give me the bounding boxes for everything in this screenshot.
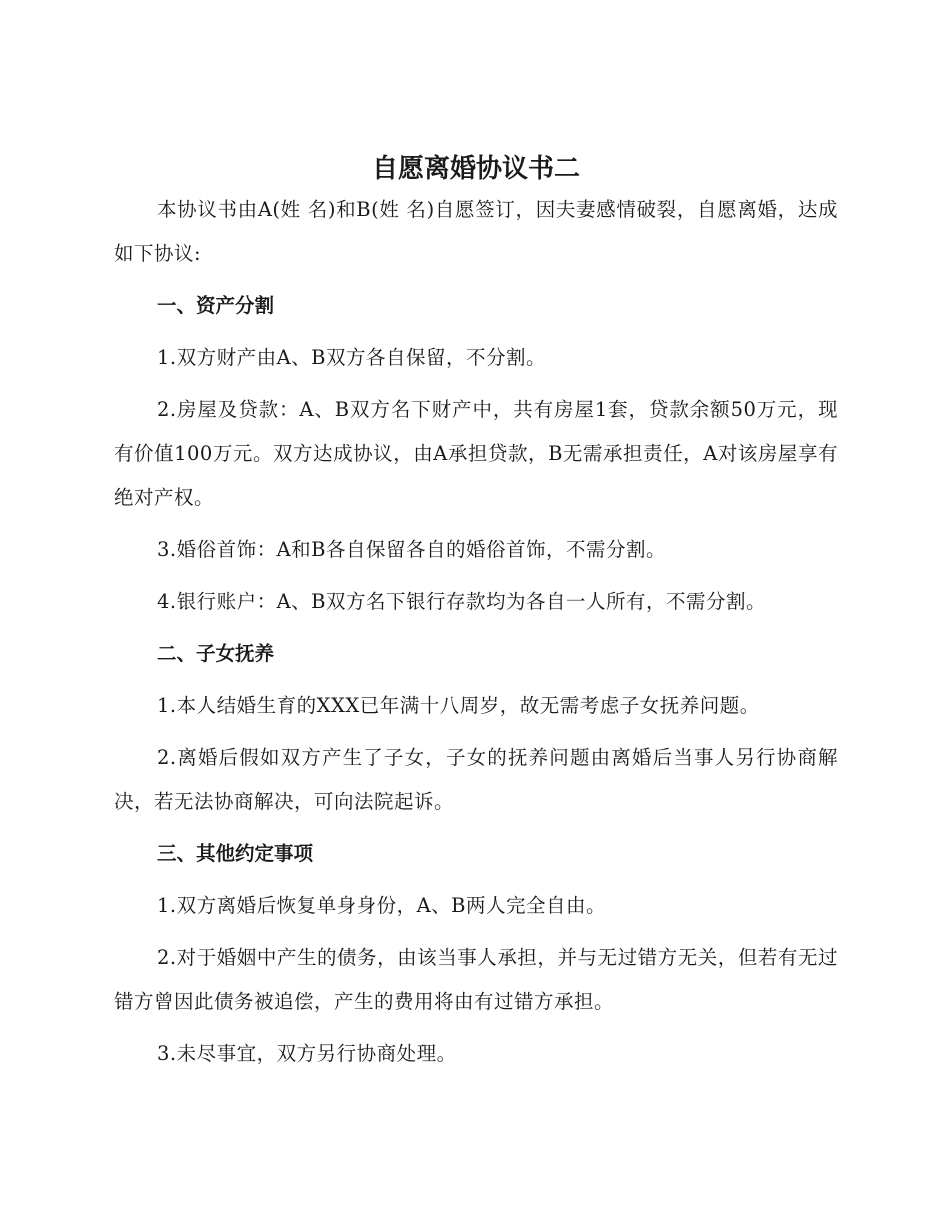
section-heading-other: 三、其他约定事项 xyxy=(157,842,314,865)
document-body xyxy=(114,150,838,1076)
other-item-3: 3.未尽事宜，双方另行协商处理。 xyxy=(157,1042,457,1065)
children-item-1: 1.本人结婚生育的XXX已年满十八周岁，故无需考虑子女抚养问题。 xyxy=(157,694,760,717)
other-item-2: 2.对于婚姻中产生的债务，由该当事人承担，并与无过错方无关，但若有无过错方曾因此债务被追偿，产生的费用将由有过错方承担。 xyxy=(114,946,838,1013)
intro-paragraph: 本协议书由A(姓 名)和B(姓 名)自愿签订，因夫妻感情破裂，自愿离婚，达成如下协议: xyxy=(114,198,838,265)
section-heading-children: 二、子女抚养 xyxy=(157,642,275,665)
other-item-1: 1.双方离婚后恢复单身身份，A、B两人完全自由。 xyxy=(157,894,607,917)
section-heading-assets: 一、资产分割 xyxy=(157,294,275,317)
children-item-2: 2.离婚后假如双方产生了子女，子女的抚养问题由离婚后当事人另行协商解决，若无法协商解决，可向法院起诉。 xyxy=(114,746,838,813)
assets-item-1: 1.双方财产由A、B双方各自保留，不分割。 xyxy=(157,346,547,369)
document-title: 自愿离婚协议书二 xyxy=(371,154,580,184)
assets-item-3: 3.婚俗首饰：A和B各自保留各自的婚俗首饰，不需分割。 xyxy=(157,538,667,561)
assets-item-4: 4.银行账户：A、B双方名下银行存款均为各自一人所有，不需分割。 xyxy=(157,590,767,613)
assets-item-2: 2.房屋及贷款：A、B双方名下财产中，共有房屋1套，贷款余额50万元，现有价值100万元。双方达成协议，由A承担贷款，B无需承担责任，A对该房屋享有绝对产权。 xyxy=(114,398,838,509)
